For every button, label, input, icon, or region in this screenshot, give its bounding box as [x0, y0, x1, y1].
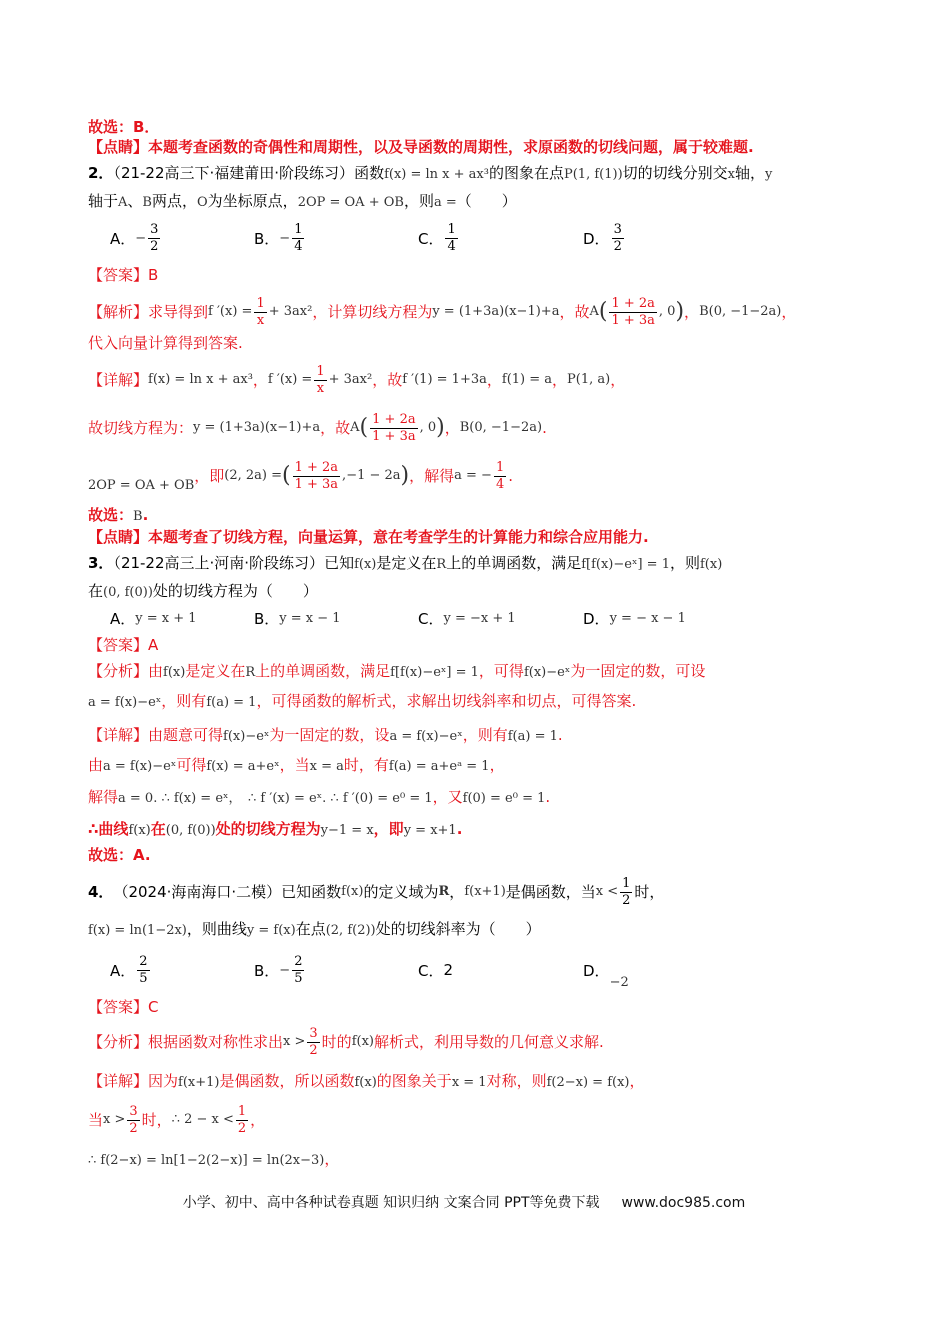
option-c[interactable] — [418, 600, 516, 636]
paren: ) — [675, 299, 685, 324]
text: 由 — [148, 662, 164, 680]
option-value: y = − x − 1 — [609, 610, 686, 626]
text: 当 — [88, 1111, 104, 1129]
math-expr: a = f(x)−eˣ — [88, 695, 162, 710]
math-expr: ∴ 2 − x < — [171, 1112, 234, 1127]
math-expr: f(2−x) = f(x) — [546, 1075, 630, 1090]
text: 处的切线方程为（ ） — [152, 582, 318, 600]
q4-detail-line-3 — [88, 1148, 878, 1172]
numerator: 1 + 2a — [372, 411, 416, 427]
math-expr: f ′(1) = 1+3a — [402, 372, 487, 387]
fraction — [620, 876, 632, 909]
text: 在 — [150, 820, 166, 838]
math-expr: f(a) = 1 — [507, 729, 558, 744]
option-b[interactable] — [254, 948, 306, 992]
math-expr: y = x+1 — [403, 823, 457, 838]
q4-answer — [88, 996, 878, 1018]
question-number: 2． — [88, 164, 114, 182]
text: 为一固定的数，设 — [269, 726, 390, 744]
detail-tag: 【详解】 — [88, 1072, 149, 1090]
text: 对称，则 — [486, 1072, 547, 1090]
text: ， — [489, 756, 505, 774]
numerator: 1 — [495, 459, 505, 475]
math-expr: B — [142, 195, 152, 210]
fraction — [236, 1104, 248, 1137]
denominator: 5 — [294, 970, 303, 986]
math-expr: P(1, a) — [567, 372, 611, 387]
math-expr: f(x) = a+eˣ — [206, 759, 280, 774]
text: ， — [324, 1150, 340, 1168]
math-expr: R — [438, 884, 450, 899]
option-label: C． — [418, 229, 444, 248]
comment-text: 本题考查函数的奇偶性和周期性，以及导函数的周期性，求原函数的切线问题，属于较难题. — [148, 138, 754, 156]
text: 解得 — [88, 788, 119, 806]
q3-detail-line-1 — [88, 724, 878, 748]
answer-tag: 【答案】 — [88, 998, 149, 1016]
denominator: 2 — [237, 1120, 247, 1136]
fraction — [612, 222, 624, 255]
text: （ ） — [456, 192, 517, 210]
q2-detail-line-3: 2OP = OA + OB ，即 (2, 2a) = ( $\frac{1 + 2a}{1 + 3a}$ , −1 − 2a ) ，解得 a = − $\frac{1}{4}$ . — [88, 452, 878, 500]
denominator: x — [256, 312, 265, 328]
numerator: 1 — [237, 1103, 247, 1119]
math-expr: f(x+1) — [178, 1075, 220, 1090]
math-expr: A — [350, 420, 360, 435]
text: ， — [250, 1111, 266, 1129]
math-expr: f(0) = e⁰ = 1 — [462, 791, 546, 806]
math-expr: R — [245, 665, 256, 680]
option-value: −2 — [609, 974, 629, 990]
footer-link[interactable]: www.doc985.com — [621, 1195, 746, 1211]
math-expr: f[f(x)−eˣ] = 1 — [581, 557, 670, 572]
fraction — [148, 222, 160, 255]
text: 上的单调函数，满足 — [446, 554, 582, 572]
math-expr: , 0 — [419, 420, 437, 435]
math-expr: a = — [433, 195, 457, 210]
math-expr: A — [589, 304, 599, 319]
prev-comment-line — [88, 136, 878, 158]
q2-comment — [88, 526, 878, 548]
text: ，故 — [372, 371, 403, 389]
math-expr: f ′(x) = — [267, 372, 313, 387]
option-label: D． — [583, 229, 610, 248]
denominator: 4 — [294, 238, 303, 254]
denominator: 1 + 3a — [294, 476, 339, 492]
question-2-line-1 — [88, 162, 878, 186]
question-4-line-2 — [88, 918, 878, 942]
option-d[interactable] — [583, 216, 626, 260]
option-value: y = −x + 1 — [443, 610, 516, 626]
math-expr: y−1 = x — [320, 823, 374, 838]
option-d[interactable] — [583, 948, 629, 992]
math-expr: f(1) = a — [501, 372, 553, 387]
denominator: 4 — [447, 238, 456, 254]
math-expr: f[f(x)−eˣ] = 1 — [390, 665, 479, 680]
text: 轴于 — [88, 192, 119, 210]
q3-detail-line-4 — [88, 818, 878, 842]
option-label: C． — [418, 609, 444, 628]
option-a[interactable] — [110, 948, 152, 992]
math-expr: , 0 — [658, 304, 676, 319]
denominator: x — [316, 380, 325, 396]
text: ， — [449, 883, 465, 901]
text: ，即 — [194, 467, 225, 485]
text: ，则 — [403, 192, 434, 210]
math-expr: f(x)−eˣ — [223, 729, 270, 744]
math-expr: f(x) — [341, 884, 364, 899]
answer-tag: 【答案】 — [88, 266, 149, 284]
text: 已知 — [324, 554, 355, 572]
text: 解析式，利用导数的几何意义求解. — [373, 1033, 604, 1051]
math-expr: f(a) = 1 — [206, 695, 257, 710]
detail-tag: 【详解】 — [88, 726, 149, 744]
fraction — [314, 364, 326, 397]
math-expr: (2, f(2)) — [325, 923, 376, 938]
math-expr: x > — [103, 1112, 126, 1127]
fraction — [307, 1026, 319, 1059]
paren: ( — [282, 463, 291, 488]
option-b[interactable] — [254, 216, 306, 260]
question-number: 4． — [88, 883, 114, 901]
option-c[interactable] — [418, 216, 460, 260]
option-c[interactable] — [418, 948, 453, 992]
denominator: 2 — [150, 238, 159, 254]
q3-detail-line-3 — [88, 786, 878, 810]
math-expr: R — [436, 557, 447, 572]
math-expr: x > — [283, 1034, 306, 1049]
text: ∴曲线 — [88, 820, 129, 838]
math-expr: P(1, f(1)) — [563, 167, 623, 182]
math-expr: a = f(x)−eˣ — [389, 729, 463, 744]
option-a[interactable] — [110, 600, 197, 636]
numerator: 3 — [613, 221, 622, 237]
text: 为一固定的数，可设 — [570, 662, 706, 680]
denominator: 4 — [495, 476, 505, 492]
analysis-tag: 【分析】 — [88, 662, 149, 680]
q2-choose: 故选：B. — [88, 506, 149, 524]
text: 是定义在 — [376, 554, 437, 572]
math-expr: f ′(x) = — [208, 304, 253, 319]
text: 的图象关于 — [376, 1072, 452, 1090]
text: 代入向量计算得到答案. — [88, 334, 243, 352]
footer-text: 小学、初中、高中各种试卷真题 知识归纳 文案合同 PPT等免费下载 — [182, 1195, 600, 1211]
text: ，可得函数的解析式，求解出切线斜率和切点，可得答案. — [256, 692, 637, 710]
q3-answer — [88, 634, 878, 656]
math-expr: f(x) — [699, 557, 723, 572]
question-3-options — [88, 600, 878, 636]
option-label: B． — [254, 961, 280, 980]
math-expr: f(x+1) — [464, 884, 506, 899]
fraction — [127, 1104, 139, 1137]
math-expr: y = (1+3a)(x−1)+a — [432, 304, 560, 319]
text: ，解得 — [409, 467, 455, 485]
answer-value: C — [148, 998, 159, 1016]
numerator: 3 — [129, 1103, 138, 1119]
page-footer — [0, 1192, 950, 1212]
text: ，则 — [669, 554, 700, 572]
question-source: （21-22高三上·河南·阶段练习） — [113, 554, 325, 572]
q3-detail-line-2 — [88, 754, 878, 778]
question-source: （2024·海南海口·二模） — [113, 883, 282, 901]
q3-analysis-line-2 — [88, 690, 878, 714]
math-expr: B — [133, 509, 143, 524]
numerator: 1 — [447, 221, 456, 237]
numerator: 1 — [294, 221, 303, 237]
q2-detail-line-2: 故切线方程为： y = (1+3a)(x−1)+a ，故 A ( $\frac{1 + 2a}{1 + 3a}$ , 0 ) ， B(0, −1−2a) . — [88, 411, 547, 444]
math-expr: B(0, −1−2a) — [459, 420, 543, 435]
numerator: 3 — [150, 221, 159, 237]
text: . — [545, 788, 551, 806]
option-label: D． — [583, 961, 610, 980]
text: . — [456, 820, 463, 838]
detail-tag: 【详解】 — [88, 371, 149, 389]
denominator: 1 + 3a — [372, 428, 416, 444]
math-expr: x < — [595, 884, 619, 899]
math-expr: f(x) — [163, 665, 186, 680]
text: 求导得到 — [148, 303, 209, 321]
text: ，当 — [279, 756, 310, 774]
question-number: 3． — [88, 554, 114, 572]
denominator: 1 + 3a — [611, 312, 655, 328]
sign: − — [279, 962, 291, 978]
math-expr: −1 − 2a — [346, 468, 401, 483]
comment-tag: 【点睛】 — [88, 528, 149, 546]
text: 处的切线斜率为（ ） — [375, 920, 541, 938]
text: 时，有 — [343, 756, 389, 774]
text: 因为 — [148, 1072, 179, 1090]
numerator: 1 — [256, 295, 265, 311]
paren: ) — [436, 415, 445, 440]
text: 已知函数 — [281, 883, 342, 901]
text: 、 — [127, 192, 143, 210]
text: 故切线方程为： — [88, 419, 194, 437]
text: ，故 — [320, 419, 351, 437]
math-expr: f(x) — [128, 823, 151, 838]
text: 故选：A. — [88, 846, 151, 864]
fraction — [445, 222, 457, 255]
math-expr: . ∴ f ′(0) = e⁰ = 1 — [322, 791, 433, 806]
paren: ) — [400, 463, 410, 488]
math-expr: a = 0 — [118, 791, 154, 806]
math-expr: x — [727, 167, 735, 182]
text: . — [557, 726, 563, 744]
math-expr: a = f(x)−eˣ — [103, 759, 177, 774]
math-expr: x = a — [309, 759, 344, 774]
math-expr: f(x)−eˣ — [523, 665, 571, 680]
fraction — [494, 460, 506, 493]
text: 在 — [88, 582, 104, 600]
q2-answer — [88, 264, 878, 286]
text: 上的单调函数，满足 — [255, 662, 391, 680]
q4-detail-line-2 — [88, 1098, 878, 1142]
text: 的定义域为 — [363, 883, 439, 901]
fraction — [293, 460, 340, 493]
q2-analysis-line-1: 【解析】 求导得到 f ′(x) = $\frac{1}{x}$ + 3ax² ，计算切线方程为 y = (1+3a)(x−1)+a ，故 A ( $\frac{1 + 2a}{1 + 3a}$ , 0 ) ， B(0, −1−2a) ， — [88, 295, 797, 328]
numerator: 3 — [309, 1025, 318, 1041]
math-expr: . ∴ f(x) = eˣ — [153, 791, 229, 806]
text: 由题意可得 — [148, 726, 224, 744]
question-2-line-2 — [88, 190, 878, 214]
text: 时的 — [321, 1033, 352, 1051]
text: 为坐标原点， — [207, 192, 298, 210]
text: ，则曲线 — [186, 920, 247, 938]
option-label: B． — [254, 609, 280, 628]
text: ，则有 — [462, 726, 508, 744]
q4-analysis — [88, 1020, 878, 1064]
math-expr: A — [118, 195, 128, 210]
math-expr: f(x) — [354, 1075, 377, 1090]
math-expr: y — [765, 167, 773, 182]
text: 可得 — [176, 756, 207, 774]
option-label: B． — [254, 229, 280, 248]
text: 是偶函数，所以函数 — [219, 1072, 355, 1090]
option-a[interactable] — [110, 216, 162, 260]
prev-answer: 故选：B． — [88, 118, 160, 136]
math-expr: f(x) — [354, 557, 377, 572]
answer-value: A — [148, 636, 159, 654]
text: 的图象在点 — [488, 164, 564, 182]
text: 时， — [141, 1111, 172, 1129]
denominator: 5 — [139, 970, 148, 986]
fraction — [609, 296, 656, 329]
math-expr: y = (1+3a)(x−1)+a — [193, 420, 321, 435]
math-expr: O — [197, 195, 208, 210]
q3-analysis-line-1 — [88, 660, 878, 684]
math-expr: f(x) = ln(1−2x) — [88, 923, 187, 938]
option-value: y = x − 1 — [279, 610, 341, 626]
question-4-options — [88, 948, 878, 992]
option-b[interactable] — [254, 600, 341, 636]
text: 根据函数对称性求出 — [148, 1033, 284, 1051]
option-label: D． — [583, 609, 610, 628]
text: ，故 — [559, 303, 590, 321]
q2-analysis-line-2 — [88, 332, 878, 354]
math-expr: (0, f(0)) — [165, 823, 216, 838]
numerator: 1 + 2a — [294, 459, 339, 475]
numerator: 1 + 2a — [611, 295, 655, 311]
text: 函数 — [354, 164, 385, 182]
fraction — [370, 412, 417, 445]
fraction — [137, 954, 149, 987]
math-expr: y = f(x) — [246, 923, 296, 938]
option-d[interactable] — [583, 600, 686, 636]
q3-choose — [88, 844, 878, 866]
option-label: A． — [110, 609, 136, 628]
numerator: 1 — [622, 875, 631, 891]
analysis-tag: 【分析】 — [88, 1033, 149, 1051]
text: 在点 — [295, 920, 326, 938]
math-expr: + 3ax² — [268, 304, 313, 319]
question-3-line-1 — [88, 552, 878, 576]
math-expr: x = 1 — [451, 1075, 487, 1090]
math-expr: 2OP = OA + OB — [88, 478, 195, 493]
option-value: y = x + 1 — [135, 610, 197, 626]
text: ， — [629, 1072, 645, 1090]
fraction — [292, 954, 304, 987]
text: 切的切线分别交 — [622, 164, 728, 182]
text: ，可得 — [478, 662, 524, 680]
text: 轴， — [735, 164, 766, 182]
text: 处的切线方程为 — [215, 820, 321, 838]
math-expr: (0, f(0)) — [103, 585, 153, 600]
text: ，则有 — [161, 692, 207, 710]
text: 两点， — [151, 192, 197, 210]
fraction — [292, 222, 304, 255]
text: 是偶函数，当 — [505, 883, 596, 901]
math-expr: ， ∴ f ′(x) = eˣ — [228, 791, 323, 806]
text: 时， — [634, 883, 665, 901]
option-label: C． — [418, 961, 444, 980]
math-expr: f(x) = ln x + ax³ — [148, 372, 253, 387]
math-expr: f(x) — [351, 1034, 374, 1049]
denominator: 2 — [613, 238, 622, 254]
math-expr: B(0, −1−2a) — [699, 304, 782, 319]
text: 是定义在 — [185, 662, 246, 680]
text: ，即 — [373, 820, 404, 838]
question-2-options — [88, 216, 878, 260]
denominator: 2 — [309, 1042, 318, 1058]
numerator: 2 — [139, 953, 148, 969]
fraction — [254, 296, 266, 329]
prev-answer-line — [88, 116, 878, 138]
math-expr: a = − — [454, 468, 492, 483]
denominator: 2 — [129, 1120, 138, 1136]
math-expr: f(x) = ln x + ax³ — [384, 167, 489, 182]
q2-detail-line-1: 【详解】 f(x) = ln x + ax³ ， f ′(x) = $\frac{1}{x}$ + 3ax² ，故 f ′(1) = 1+3a ， f(1) = a ， P(1, a) ， — [88, 363, 626, 396]
option-label: A． — [110, 961, 136, 980]
paren: ( — [359, 415, 369, 440]
answer-tag: 【答案】 — [88, 636, 149, 654]
text: ，又 — [432, 788, 463, 806]
question-4-line-1 — [88, 872, 878, 912]
comment-tag: 【点睛】 — [88, 138, 149, 156]
answer-value: B — [148, 266, 159, 284]
math-expr: f(a) = a+eᵃ = 1 — [388, 759, 490, 774]
numerator: 1 — [316, 363, 325, 379]
text: 由 — [88, 756, 104, 774]
math-expr: (2, 2a) = — [224, 468, 282, 483]
option-value: 2 — [443, 961, 454, 979]
denominator: 2 — [622, 892, 631, 908]
math-expr: + 3ax² — [328, 372, 373, 387]
q4-detail-line-1 — [88, 1070, 878, 1094]
math-expr: ∴ f(2−x) = ln[1−2(2−x)] = ln(2x−3) — [88, 1153, 325, 1168]
sign: − — [135, 230, 147, 246]
text: 故选： — [88, 506, 134, 524]
paren: ( — [598, 299, 608, 324]
comment-text: 本题考查了切线方程，向量运算，意在考查学生的计算能力和综合应用能力. — [148, 528, 649, 546]
numerator: 2 — [294, 953, 303, 969]
analysis-tag: 【解析】 — [88, 303, 149, 321]
sign: − — [279, 230, 291, 246]
question-source: （21-22高三下·福建莆田·阶段练习） — [113, 164, 355, 182]
math-expr: 2OP = OA + OB — [297, 195, 404, 210]
option-label: A． — [110, 229, 136, 248]
text: ，计算切线方程为 — [312, 303, 433, 321]
